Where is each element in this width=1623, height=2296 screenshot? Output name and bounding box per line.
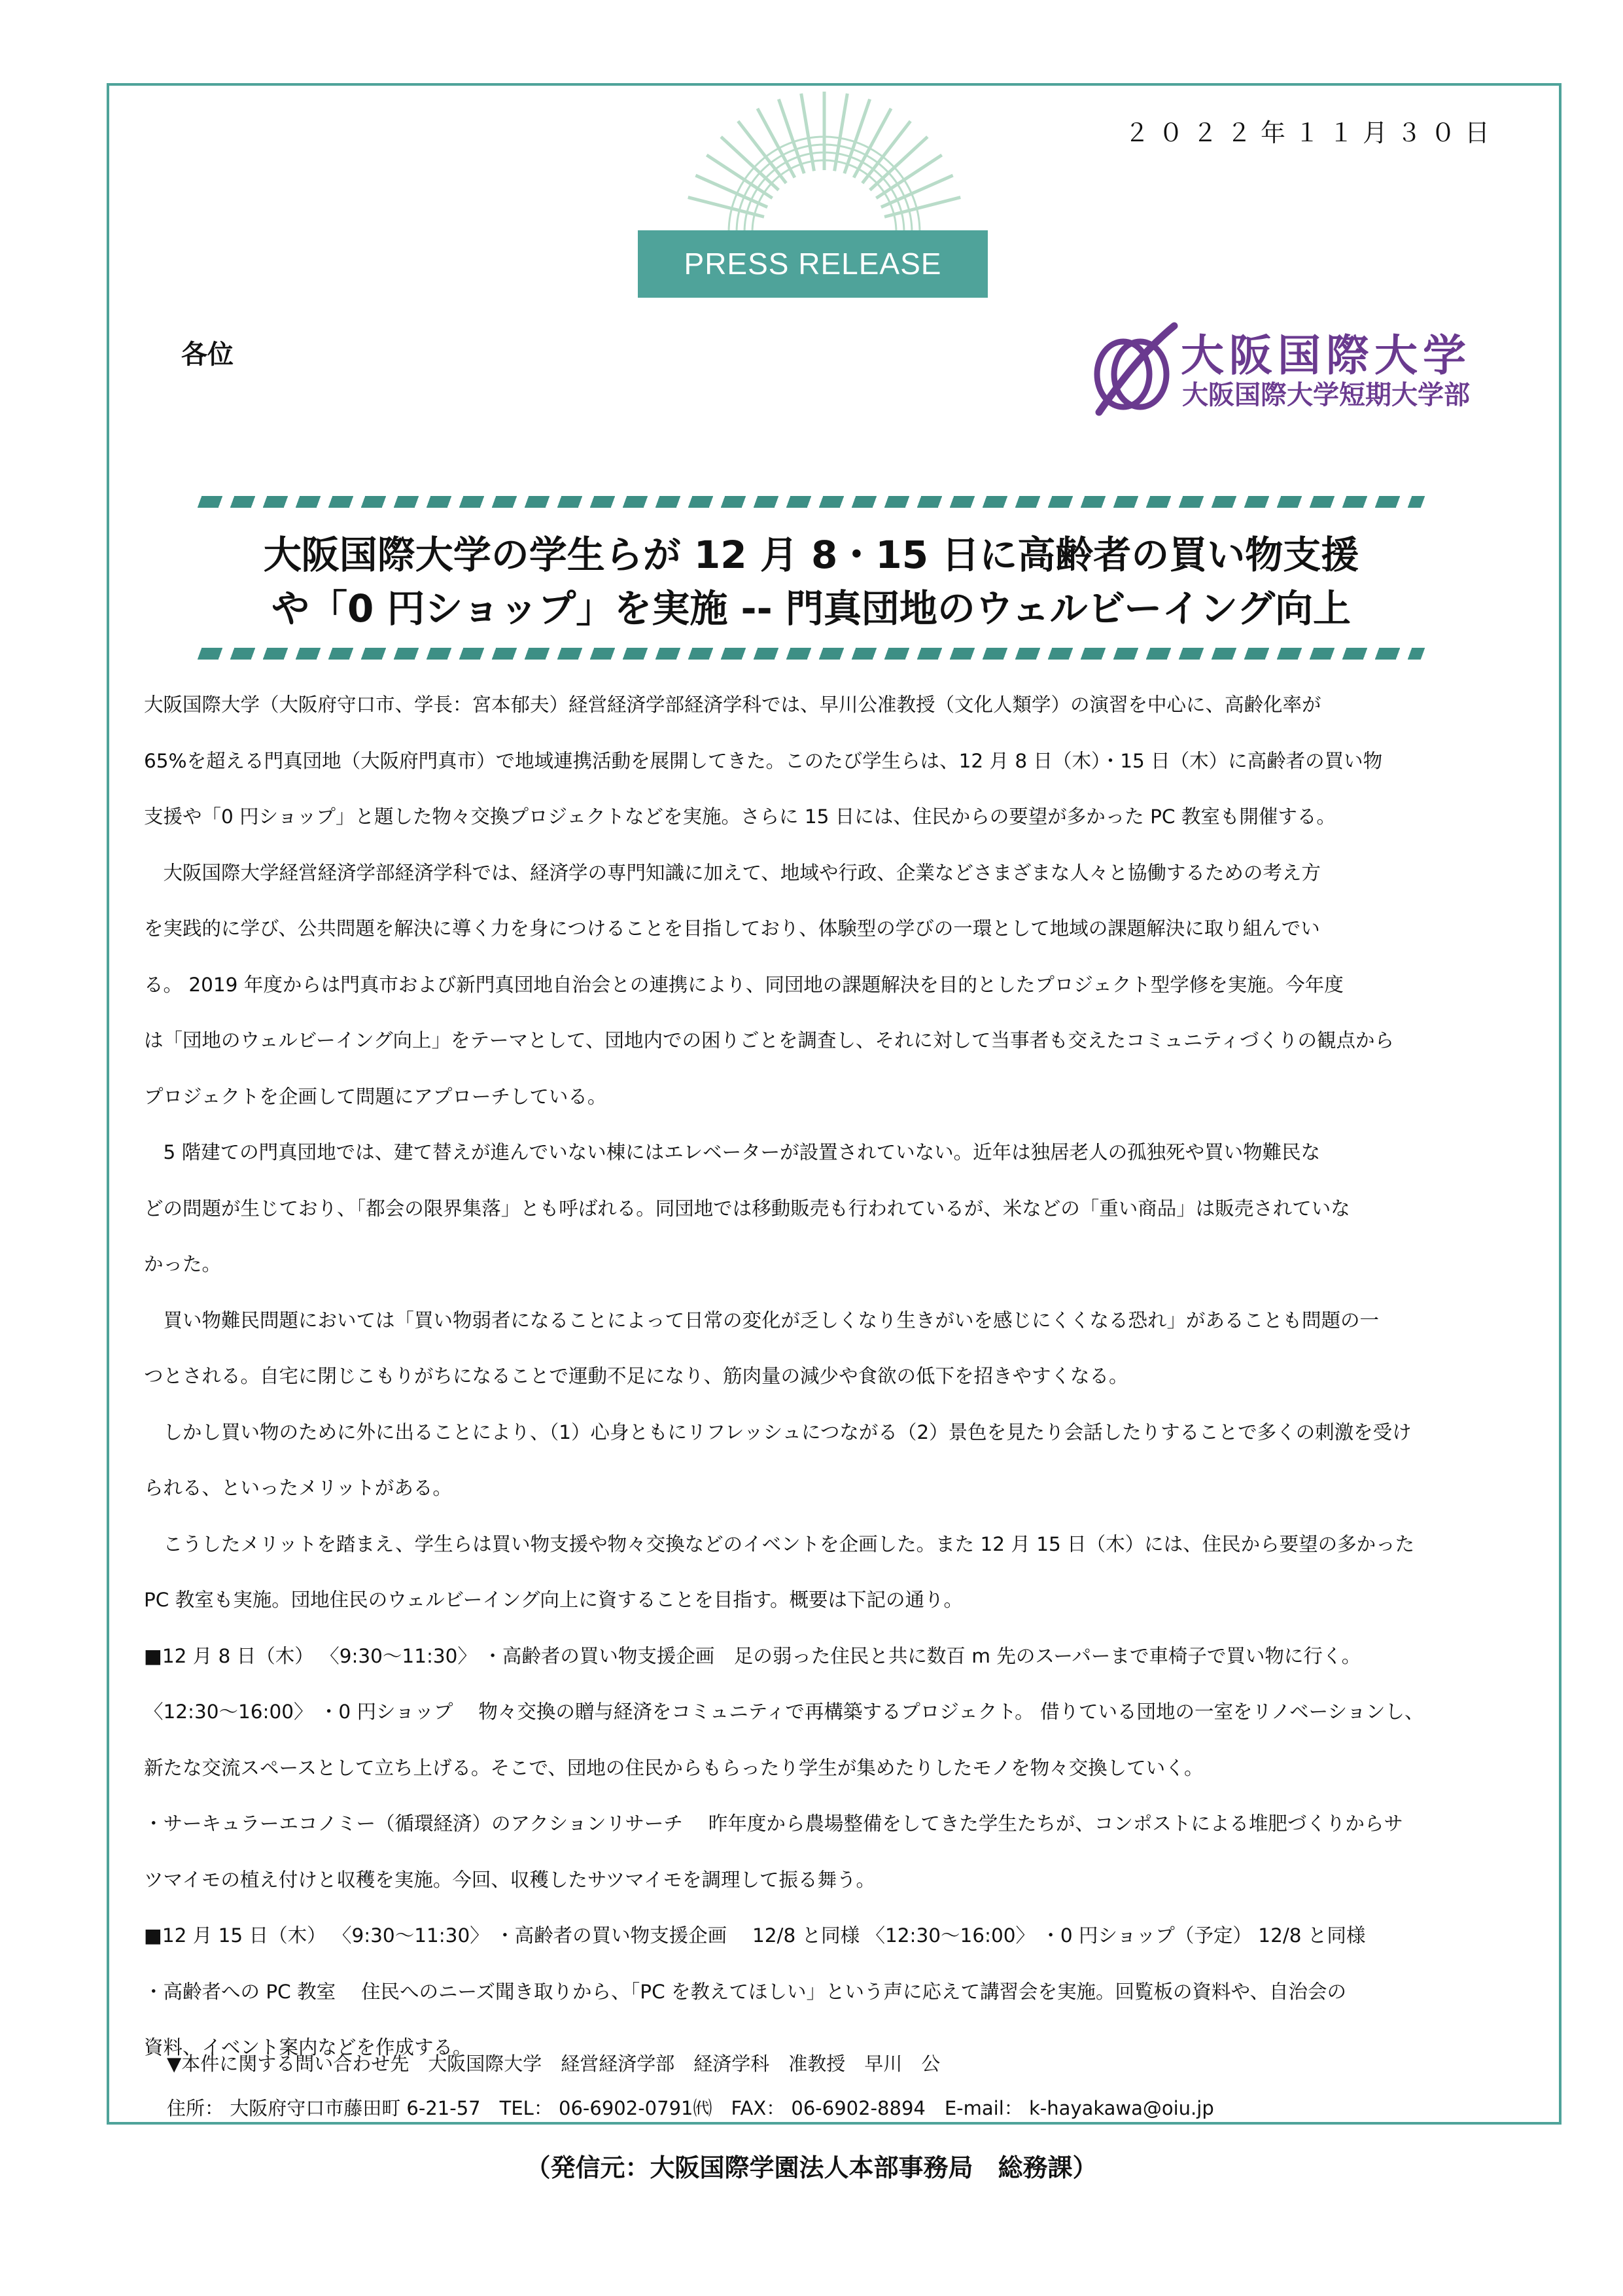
headline-divider-top	[198, 496, 1425, 508]
body-text	[144, 677, 1482, 2076]
body-line: る。 2019 年度からは門真市および新門真団地自治会との連携により、同団地の課題解決を目的としたプロジェクト型学修を実施。今年度	[144, 973, 1344, 996]
body-line: ・高齢者への PC 教室 住民へのニーズ聞き取りから、「PC を教えてほしい」という声に応えて講習会を実施。回覧板の資料や、自治会の	[144, 1980, 1346, 2003]
body-line: PC 教室も実施。団地住民のウェルビーイング向上に資することを目指す。概要は下記の通り。	[144, 1589, 963, 1611]
issuer-footer: （発信元：大阪国際学園法人本部事務局 総務課）	[525, 2153, 1098, 2182]
body-line: は「団地のウェルビーイング向上」をテーマとして、団地内での困りごとを調査し、それに対して当事者も交えたコミュニティづくりの観点から	[144, 1029, 1395, 1051]
headline-line-2: や「0 円ショップ」を実施 -- 門真団地のウェルビーイング向上	[271, 586, 1352, 631]
body-line: 支援や「0 円ショップ」と題した物々交換プロジェクトなどを実施。さらに 15 日には、住民からの要望が多かった PC 教室も開催する。	[144, 805, 1336, 828]
contact-info	[167, 2041, 1541, 2130]
body-line: 5 階建ての門真団地では、建て替えが進んでいない棟にはエレベーターが設置されていない。近年は独居老人の孤独死や買い物難民な	[144, 1141, 1321, 1163]
body-line: ・サーキュラーエコノミー（循環経済）のアクションリサーチ 昨年度から農場整備をしてきた学生たちが、コンポストによる堆肥づくりからサ	[144, 1812, 1403, 1835]
sunburst-ray	[835, 94, 848, 171]
addressee: 各位	[181, 340, 234, 370]
press-release-banner: PRESS RELEASE	[638, 230, 988, 298]
sunburst-ray	[778, 99, 804, 174]
body-line: ■12 月 8 日（木） 〈9:30～11:30〉 ・高齢者の買い物支援企画 足の弱った住民と共に数百 m 先のスーパーまで車椅子で買い物に行く。	[144, 1644, 1361, 1667]
headline-line-1: 大阪国際大学の学生らが 12 月 8・15 日に高齢者の買い物支援	[263, 533, 1359, 577]
body-line: 大阪国際大学経営経済学部経済学科では、経済学の専門知識に加えて、地域や行政、企業などさまざまな人々と協働するための考え方	[144, 861, 1321, 884]
body-line: かった。	[144, 1253, 222, 1275]
body-line: 65%を超える門真団地（大阪府門真市）で地域連携活動を展開してきた。このたび学生らは、12 月 8 日（木）・15 日（木）に高齢者の買い物	[144, 749, 1383, 772]
contact-line: ▼本件に関する問い合わせ先 大阪国際大学 経営経済学部 経済学科 准教授 早川 公	[167, 2053, 941, 2075]
sunburst-ray	[845, 99, 870, 174]
logo-name: 大阪国際大学	[1181, 330, 1471, 381]
headline-divider-bottom	[198, 648, 1425, 660]
sunburst-decoration	[641, 85, 1007, 236]
body-line: しかし買い物のために外に出ることにより、（1）心身ともにリフレッシュにつながる（2）景色を見たり会話したりすることで多くの刺激を受け	[144, 1421, 1412, 1443]
university-logo	[1083, 321, 1501, 419]
logo-subname: 大阪国際大学短期大学部	[1182, 380, 1470, 410]
logo-mark-icon	[1083, 321, 1181, 419]
body-line: つとされる。自宅に閉じこもりがちになることで運動不足になり、筋肉量の減少や食欲の低下を招きやすくなる。	[144, 1365, 1128, 1387]
body-line: どの問題が生じており、「都会の限界集落」とも呼ばれる。同団地では移動販売も行われているが、米などの「重い商品」は販売されていな	[144, 1197, 1350, 1220]
body-line: 買い物難民問題においては「買い物弱者になることによって日常の変化が乏しくなり生きがいを感じにくくなる恐れ」があることも問題の一	[144, 1309, 1380, 1332]
body-line: られる、といったメリットがある。	[144, 1477, 452, 1499]
body-line: 資料、イベント案内などを作成する。	[144, 2036, 472, 2058]
body-line: こうしたメリットを踏まえ、学生らは買い物支援や物々交換などのイベントを企画した。また 12 月 15 日（木）には、住民から要望の多かった	[144, 1532, 1415, 1555]
body-line: 〈12:30～16:00〉 ・0 円ショップ 物々交換の贈与経済をコミュニティで再構築するプロジェクト。 借りている団地の一室をリノベーションし、	[144, 1701, 1424, 1723]
body-line: ツマイモの植え付けと収穫を実施。今回、収穫したサツマイモを調理して振る舞う。	[144, 1868, 876, 1891]
body-line: 大阪国際大学（大阪府守口市、学長：宮本郁夫）経営経済学部経済学科では、早川公准教授（文化人類学）の演習を中心に、高齢化率が	[144, 694, 1321, 716]
body-line: ■12 月 15 日（木） 〈9:30～11:30〉 ・高齢者の買い物支援企画 12/8 と同様 〈12:30～16:00〉 ・0 円ショップ（予定） 12/8 と同様	[144, 1924, 1366, 1947]
body-line: プロジェクトを企画して問題にアプローチしている。	[144, 1085, 607, 1108]
body-line: を実践的に学び、公共問題を解決に導く力を身につけることを目指しており、体験型の学びの一環として地域の課題解決に取り組んでい	[144, 917, 1320, 940]
release-date: ２０２２年１１月３０日	[1124, 118, 1499, 147]
sunburst-ray	[801, 94, 814, 171]
body-line: 新たな交流スペースとして立ち上げる。そこで、団地の住民からもらったり学生が集めたりしたモノを物々交換していく。	[144, 1756, 1204, 1779]
contact-address: 住所： 大阪府守口市藤田町 6-21-57 TEL： 06-6902-0791㈹ FAX： 06-6902-8894 E-mail： k-hayakawa@oiu.jp	[167, 2097, 1214, 2119]
